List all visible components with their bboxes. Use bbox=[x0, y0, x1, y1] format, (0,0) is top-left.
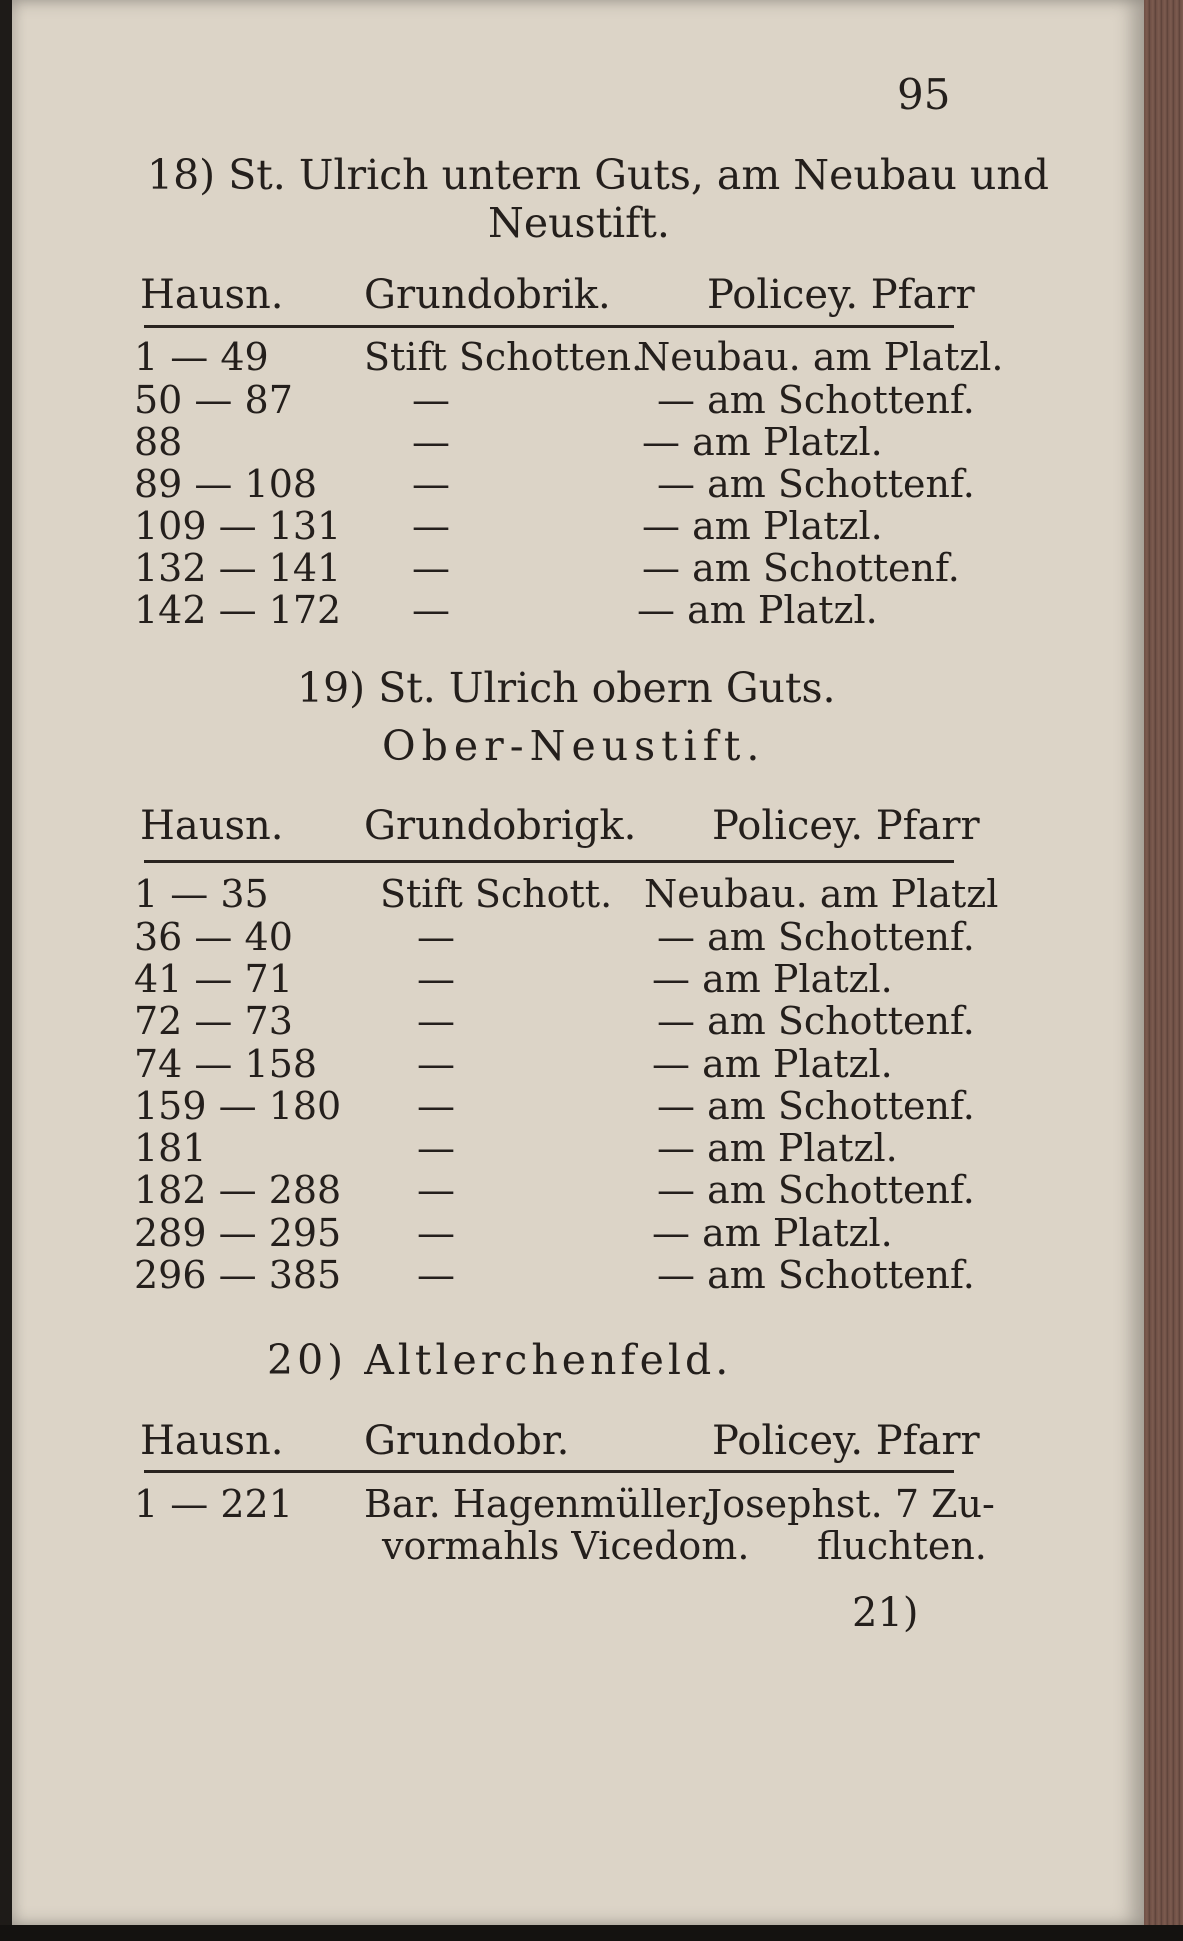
table-row: 1 — 49 Stift Schotten. Neubau. am Platzl. bbox=[134, 335, 1004, 379]
section-19-header-hausn: Hausn. bbox=[140, 803, 284, 849]
catchword: 21) bbox=[852, 1590, 919, 1636]
page-edge bbox=[1144, 0, 1183, 1941]
table-row: 159 — 180 — — am Schottenf. bbox=[134, 1084, 975, 1128]
table-row: 181 — — am Platzl. bbox=[134, 1126, 898, 1170]
page-number: 95 bbox=[897, 70, 951, 119]
table-row: 182 — 288 — — am Schottenf. bbox=[134, 1168, 975, 1212]
table-row: 88 — — am Platzl. bbox=[134, 420, 883, 464]
section-19-title-line2: Ober-Neustift. bbox=[382, 722, 766, 770]
table-row: 72 — 73 — — am Schottenf. bbox=[134, 999, 975, 1043]
table-row: 41 — 71 — — am Platzl. bbox=[134, 957, 893, 1001]
section-20-title: 20) Altlerchenfeld. bbox=[267, 1336, 733, 1384]
table-row: 132 — 141 — — am Schottenf. bbox=[134, 546, 960, 590]
section-20-header-grund: Grundobr. bbox=[364, 1418, 570, 1464]
bottom-strip bbox=[0, 1925, 1183, 1941]
section-19-header-policey: Policey. Pfarr bbox=[712, 803, 980, 849]
section-18-title-line2: Neustift. bbox=[488, 199, 670, 247]
section-18-title-line1: 18) St. Ulrich untern Guts, am Neubau und bbox=[147, 151, 1050, 199]
table-row: 1 — 35 Stift Schott. Neubau. am Platzl bbox=[134, 872, 999, 916]
section-20-header-policey: Policey. Pfarr bbox=[712, 1418, 980, 1464]
table-row: vormahls Vicedom. fluchten. bbox=[382, 1524, 987, 1568]
section-18-header-hausn: Hausn. bbox=[140, 272, 284, 318]
table-row: 89 — 108 — — am Schottenf. bbox=[134, 462, 975, 506]
table-row: 142 — 172 — — am Platzl. bbox=[134, 588, 878, 632]
section-20-header-hausn: Hausn. bbox=[140, 1418, 284, 1464]
section-20-header-rule bbox=[144, 1470, 954, 1473]
table-row: 289 — 295 — — am Platzl. bbox=[134, 1211, 893, 1255]
book-page bbox=[12, 0, 1144, 1925]
table-row: 50 — 87 — — am Schottenf. bbox=[134, 378, 975, 422]
section-19-header-rule bbox=[144, 860, 954, 863]
section-18-header-policey: Policey. Pfarr bbox=[707, 272, 975, 318]
section-18-header-grund: Grundobrik. bbox=[364, 272, 611, 318]
section-19-header-grund: Grundobrigk. bbox=[364, 803, 637, 849]
section-19-title-line1: 19) St. Ulrich obern Guts. bbox=[297, 664, 836, 712]
table-row: 109 — 131 — — am Platzl. bbox=[134, 504, 883, 548]
table-row: 36 — 40 — — am Schottenf. bbox=[134, 915, 975, 959]
table-row: 74 — 158 — — am Platzl. bbox=[134, 1042, 893, 1086]
table-row: 1 — 221 Bar. Hagenmüller, Josephst. 7 Zu- bbox=[134, 1482, 995, 1526]
section-18-header-rule bbox=[144, 325, 954, 328]
table-row: 296 — 385 — — am Schottenf. bbox=[134, 1253, 975, 1297]
